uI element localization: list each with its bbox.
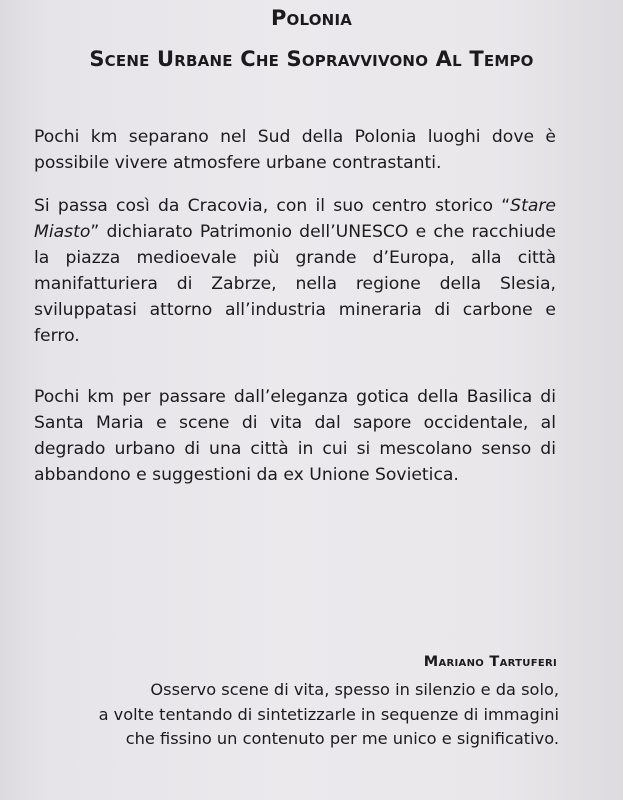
paragraph-2-intro: Si passa così da Cracovia, con il suo centro storico “ xyxy=(34,196,511,216)
quote-line: che fissino un contenuto per me unico e significativo. xyxy=(125,729,559,748)
paragraph-2 xyxy=(34,193,556,349)
paragraph-3: Pochi km per passare dall’eleganza gotica della Basilica di Santa Maria e scene di vita dal sapore occidentale, al degrado urbano di una città in cui si mescolano senso di abbandono e suggestioni da ex Unione Sovietica. xyxy=(34,387,556,485)
paragraph-1: Pochi km separano nel Sud della Polonia luoghi dove è possibile vivere atmosfere urbane contrastanti. xyxy=(34,127,556,173)
author-quote xyxy=(79,678,559,752)
page-subtitle: Scene Urbane Che Sopravvivono Al Tempo xyxy=(89,47,534,71)
paragraph-2-rest: ” dichiarato Patrimonio dell’UNESCO e che racchiude la piazza medioevale più grande d’Europa, alla città manifatturiera di Zabrze, nella regione della Slesia, sviluppatasi attorno all’industria mineraria di carbone e ferro. xyxy=(34,222,556,346)
quote-line: a volte tentando di sintetizzarle in sequenze di immagini xyxy=(98,704,559,724)
quote-line: Osservo scene di vita, spesso in silenzio e da solo, xyxy=(150,680,559,699)
author-name: Mariano Tartuferi xyxy=(423,654,557,670)
paragraph-2-italic: Stare Miasto xyxy=(34,196,556,242)
page-title: Polonia xyxy=(270,6,353,30)
